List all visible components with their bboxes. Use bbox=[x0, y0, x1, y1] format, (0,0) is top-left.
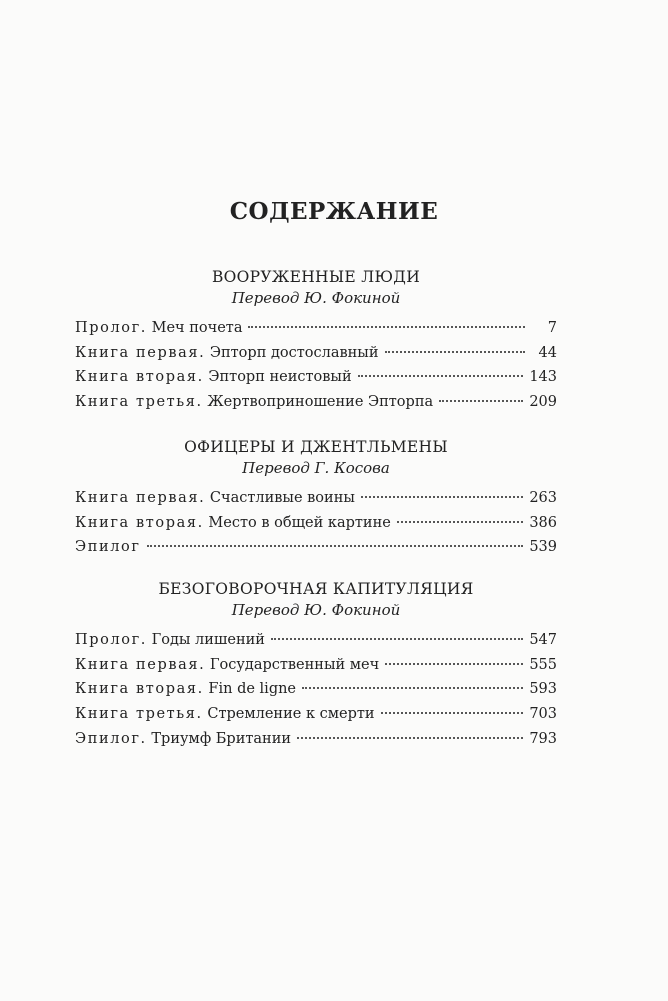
dot-leader bbox=[271, 638, 523, 640]
page-number: 263 bbox=[529, 490, 557, 506]
toc-entry[interactable] bbox=[75, 320, 557, 345]
toc-entry[interactable] bbox=[75, 490, 557, 515]
toc-entry[interactable] bbox=[75, 706, 557, 731]
toc-entry[interactable] bbox=[75, 731, 557, 756]
entry-lead: Книга вторая. bbox=[75, 681, 204, 698]
toc-entry[interactable] bbox=[75, 657, 557, 682]
entry-title: Fin de ligne bbox=[203, 681, 297, 698]
page-number: 539 bbox=[529, 539, 557, 556]
dot-leader bbox=[397, 521, 523, 523]
entry-lead: Книга первая. bbox=[75, 344, 206, 361]
section-translator: Перевод Ю. Фокиной bbox=[231, 289, 401, 307]
dot-leader bbox=[385, 663, 523, 665]
toc-entry[interactable] bbox=[75, 632, 557, 657]
page-number: 593 bbox=[529, 681, 557, 698]
page-number: 44 bbox=[538, 344, 557, 361]
entry-title: Место в общей картине bbox=[203, 514, 391, 531]
entry-lead: Эпилог. bbox=[75, 730, 147, 747]
toc-entry[interactable] bbox=[75, 539, 557, 564]
toc-entry[interactable] bbox=[75, 681, 557, 706]
entry-lead: Книга первая. bbox=[75, 490, 206, 506]
page-number: 209 bbox=[529, 394, 557, 411]
dot-leader bbox=[361, 496, 523, 498]
dot-leader bbox=[381, 712, 524, 714]
section-translator: Перевод Г. Косова bbox=[242, 459, 390, 477]
toc-section bbox=[75, 266, 557, 419]
entry-title: Счастливые воины bbox=[205, 490, 355, 506]
entry-title: Годы лишений bbox=[147, 632, 265, 648]
dot-leader bbox=[297, 737, 523, 739]
section-translator: Перевод Ю. Фокиной bbox=[231, 601, 401, 619]
entry-title: Эпторп достославный bbox=[205, 344, 379, 361]
toc-entry[interactable] bbox=[75, 394, 557, 419]
dot-leader bbox=[302, 687, 523, 689]
toc-entry[interactable] bbox=[75, 345, 557, 370]
entry-title: Государственный меч bbox=[205, 656, 380, 673]
section-heading: БЕЗОГОВОРОЧНАЯ КАПИТУЛЯЦИЯ bbox=[158, 580, 474, 598]
page-number: 555 bbox=[529, 656, 557, 673]
entry-lead: Книга вторая. bbox=[75, 514, 204, 531]
dot-leader bbox=[248, 326, 525, 328]
dot-leader bbox=[385, 351, 525, 353]
page-number: 143 bbox=[529, 369, 557, 386]
dot-leader bbox=[358, 375, 524, 377]
page-number: 7 bbox=[547, 320, 557, 336]
entry-lead: Пролог. bbox=[75, 632, 148, 648]
entry-title: Стремление к смерти bbox=[202, 706, 375, 723]
dot-leader bbox=[439, 400, 523, 402]
toc-section bbox=[75, 578, 557, 755]
page-number: 386 bbox=[529, 514, 557, 531]
entry-title: Эпторп неистовый bbox=[203, 369, 352, 386]
entry-lead: Книга третья. bbox=[75, 706, 203, 723]
dot-leader bbox=[147, 545, 524, 547]
entry-title: Триумф Британии bbox=[146, 730, 292, 747]
toc-entry[interactable] bbox=[75, 515, 557, 540]
toc-entry[interactable] bbox=[75, 369, 557, 394]
page-number: 547 bbox=[529, 632, 557, 648]
entry-lead: Книга вторая. bbox=[75, 369, 204, 386]
entry-lead: Книга третья. bbox=[75, 394, 203, 411]
page-number: 703 bbox=[529, 706, 557, 723]
entry-title: Меч почета bbox=[147, 320, 243, 336]
section-heading: ОФИЦЕРЫ И ДЖЕНТЛЬМЕНЫ bbox=[184, 438, 448, 456]
toc-section bbox=[75, 436, 557, 564]
entry-lead: Эпилог bbox=[75, 539, 141, 556]
page-number: 793 bbox=[529, 730, 557, 747]
entry-lead: Книга первая. bbox=[75, 656, 206, 673]
entry-title: Жертвоприношение Эпторпа bbox=[202, 394, 434, 411]
page-title: СОДЕРЖАНИЕ bbox=[229, 198, 439, 225]
entry-lead: Пролог. bbox=[75, 320, 148, 336]
section-heading: ВООРУЖЕННЫЕ ЛЮДИ bbox=[211, 268, 421, 286]
